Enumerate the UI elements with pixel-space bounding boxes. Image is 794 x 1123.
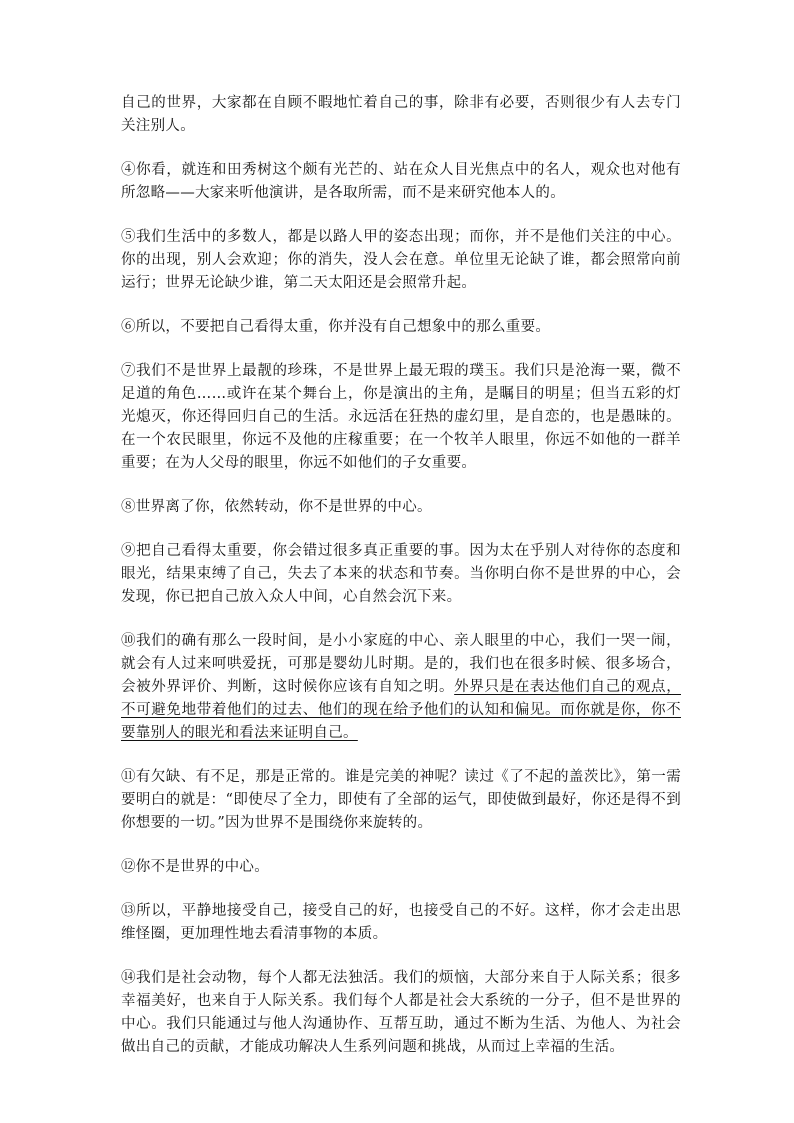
paragraph-4: [121, 159, 681, 205]
paragraph-5: [121, 226, 681, 295]
paragraph-10: [121, 630, 681, 745]
underlined-sentence: 外界只是在表达他们自己的观点，不可避免地带着他们的过去、他们的现在给予他们的认知和偏见。而你就是你，你不要靠别人的眼光和看法来证明自己。: [121, 679, 681, 741]
paragraph-11: [121, 766, 681, 835]
paragraph-text: ⑫你不是世界的中心。: [121, 859, 269, 875]
paragraph-text: ⑪有欠缺、有不足，那是正常的。谁是完美的神呢？读过《了不起的盖茨比》，第一需要明白的就是：“即使尽了全力，即使有了全部的运气，即使做到最好，你还是得不到你想要的一切。”因为世界不是围绕你来旋转的。: [121, 769, 681, 831]
paragraph-text: 自己的世界，大家都在自顾不暇地忙着自己的事，除非有必要，否则很少有人去专门关注别人。: [121, 95, 681, 134]
paragraph-text: ⑨把自己看得太重要，你会错过很多真正重要的事。因为太在乎别人对待你的态度和眼光，结果束缚了自己，失去了本来的状态和节奏。当你明白你不是世界的中心，会发现，你已把自己放入众人中间，心自然会沉下来。: [121, 543, 681, 605]
paragraph-text: ⑧世界离了你，依然转动，你不是世界的中心。: [121, 499, 432, 515]
paragraph-text: ⑭我们是社会动物，每个人都无法独活。我们的烦恼，大部分来自于人际关系；很多幸福美好，也来自于人际关系。我们每个人都是社会大系统的一分子，但不是世界的中心。我们只能通过与他人沟通协作、互帮互助，通过不断为生活、为他人、为社会做出自己的贡献，才能成功解决人生系列问题和挑战，从而过上幸福的生活。: [121, 970, 681, 1055]
paragraph-6: [121, 316, 681, 339]
paragraph-text: ⑩我们的确有那么一段时间，是小小家庭的中心、亲人眼里的中心，我们一哭一闹，就会有人过来呵哄爱抚，可那是婴幼儿时期。是的，我们也在很多时候、很多场合，会被外界评价、判断，这时候你应该有自知之明。: [121, 633, 681, 695]
paragraph-text: ⑤我们生活中的多数人，都是以路人甲的姿态出现；而你，并不是他们关注的中心。你的出现，别人会欢迎；你的消失，没人会在意。单位里无论缺了谁，都会照常向前运行；世界无论缺少谁，第二天太阳还是会照常升起。: [121, 229, 681, 291]
document-body: [121, 92, 681, 1080]
paragraph-9: [121, 540, 681, 609]
paragraph-13: [121, 900, 681, 946]
paragraph-text: ⑥所以，不要把自己看得太重，你并没有自己想象中的那么重要。: [121, 319, 551, 335]
paragraph-7: [121, 360, 681, 475]
paragraph-continuation: [121, 92, 681, 138]
paragraph-14: [121, 967, 681, 1059]
paragraph-text: ④你看，就连和田秀树这个颇有光芒的、站在众人目光焦点中的名人，观众也对他有所忽略——大家来听他演讲，是各取所需，而不是来研究他本人的。: [121, 162, 681, 201]
paragraph-text: ⑬所以，平静地接受自己，接受自己的好，也接受自己的不好。这样，你才会走出思维怪圈，更加理性地去看清事物的本质。: [121, 903, 681, 942]
paragraph-8: [121, 496, 681, 519]
paragraph-12: [121, 856, 681, 879]
paragraph-text: ⑦我们不是世界上最靓的珍珠，不是世界上最无瑕的璞玉。我们只是沧海一粟，微不足道的角色……或许在某个舞台上，你是演出的主角，是瞩目的明星；但当五彩的灯光熄灭，你还得回归自己的生活。永远活在狂热的虚幻里，是自恋的，也是愚昧的。在一个农民眼里，你远不及他的庄稼重要；在一个牧羊人眼里，你远不如他的一群羊重要；在为人父母的眼里，你远不如他们的子女重要。: [121, 363, 681, 471]
